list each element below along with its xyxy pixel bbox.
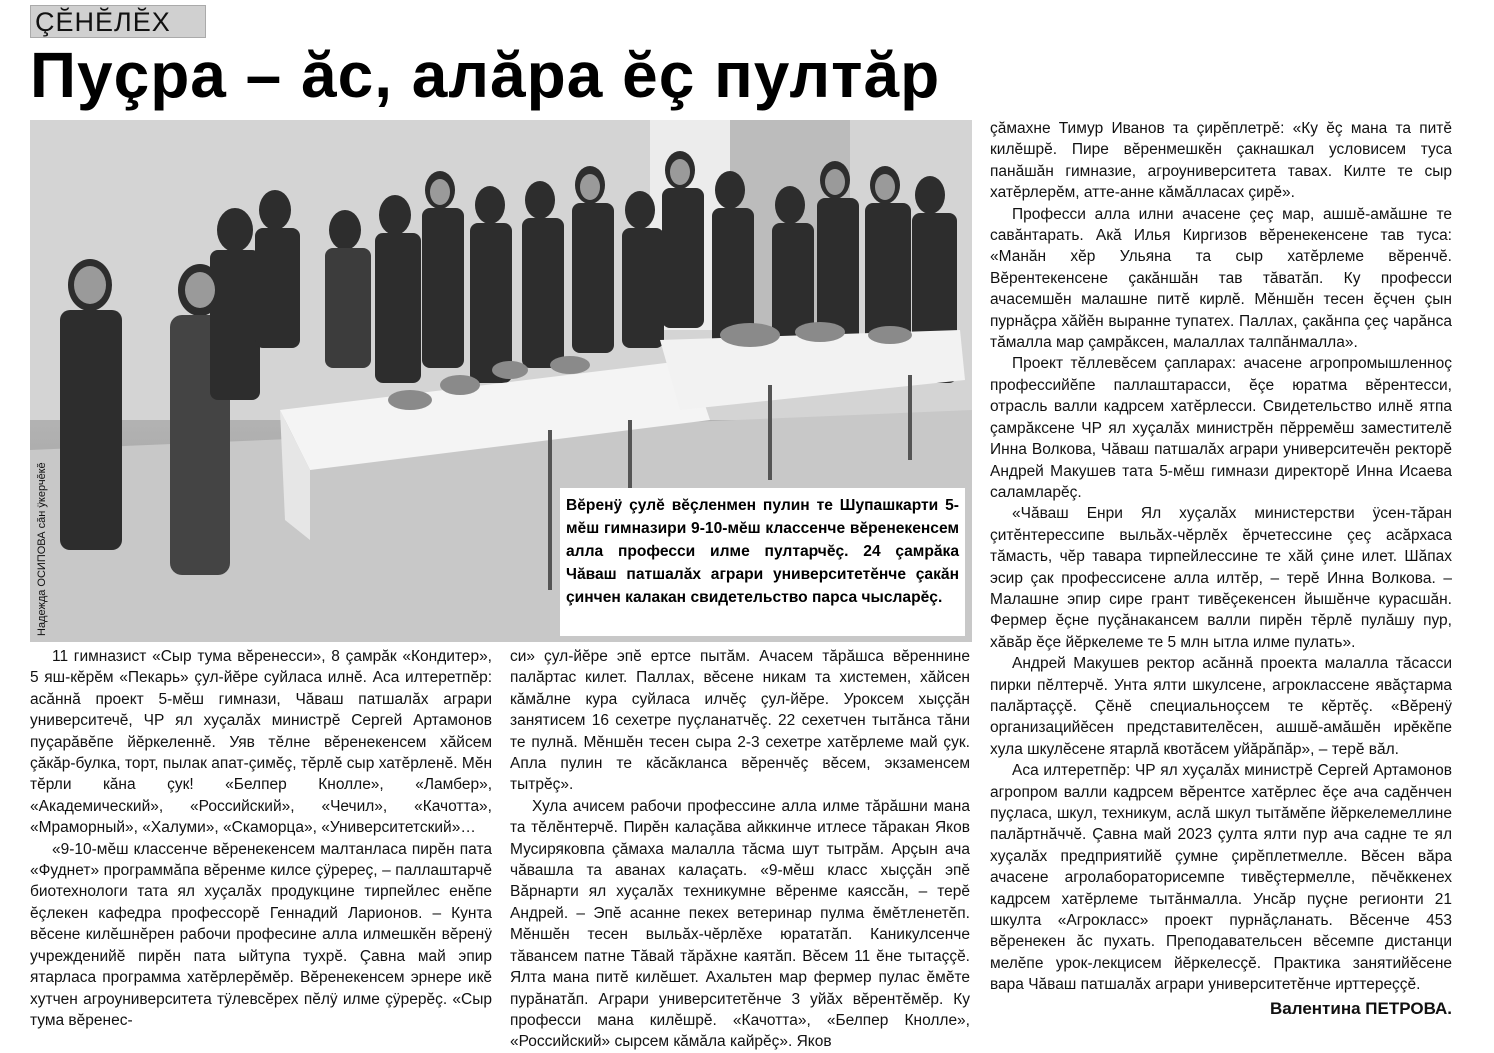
paragraph: Андрей Макушев ректор асăннă проекта малалла тăсасси пирки пĕлтерчĕ. Унта ялти шкулсене, агроклассене явăçтарма палăртаççĕ. Çĕнĕ специальноçсем те кĕртĕç. «Вĕренÿ организацийĕсен представителĕсен, ашшĕ-амăшĕн ирĕкĕпе хула шкулĕсене ятарлă квотăсем уйăрăпăр», – терĕ вăл. bbox=[990, 655, 1452, 758]
paragraph: Аса илтеретпĕр: ЧР ял хуçалăх министрĕ Сергей Артамонов агропром валли кадрсем вĕрентсе хатĕрлес ĕçе ача садĕнчен пуçласа, шкул, техникум, аслă шкул тытăмĕпе йĕркелемеллине палăртнăччĕ. Çавна май 2023 çулта ялти пур ача садне те ял хуçалăх предприятийĕ çумне çирĕплетмелле. Вĕсен вăра ачасене агролабораторисемпе тивĕçтермелле, пĕчĕккенех кадрсем хатĕрлеме тытăнмалла. Унсăр пуçне регионти 21 шкулта «Агрокласс» проект пурнăçланать. Вĕсенче 453 вĕренекен ăс пухать. Преподавательсен вĕсемпе дистанци мелĕпе урок-лекцисем йĕркелесçĕ. Практика занятийĕсене вара Чăваш патшалăх аграри университетĕнче ирттереççĕ. bbox=[990, 762, 1452, 994]
text-column-3 bbox=[990, 118, 1452, 1019]
paragraph: 11 гимназист «Сыр тума вĕренесси», 8 çамрăк «Кондитер», 5 яш-кĕрĕм «Пекарь» çул-йĕре суйласа илнĕ. Аса илтеретпĕр: асăннă проект 5-мĕш гимнази, Чăваш патшалăх аграри университечĕ, ЧР ял хуçалăх министрĕ Сергей Артамонов пуçарăвĕпе йĕркеленнĕ. Уяв тĕлне вĕренекенсем хăйсем çăкăр-булка, торт, пылак апат-çимĕç, тĕрлĕ сыр хатĕрленĕ. Мĕн тĕрли кăна çук! «Белпер Кнолле», «Ламбер», «Академический», «Российский», «Чечил», «Качотта», «Мраморный», «Халуми», «Скаморца», «Университетский»… bbox=[30, 648, 492, 837]
rubric-label: ÇĔНĔЛĔХ bbox=[30, 5, 206, 38]
headline: Пуçра – ăс, алăра ĕç пултăр bbox=[30, 39, 941, 111]
photo-credit: Надежда ОСИПОВА сăн ÿкерчĕкĕ bbox=[36, 462, 48, 636]
paragraph: «9-10-мĕш классенче вĕренекенсем малтанласа пирĕн пата «Фуднет» программăпа вĕренме килсе çÿререç, – паллаштарчĕ биотехнологи тата ял хуçалăх продукцине тирпейлес енĕпе ĕçлекен кафедра профессорĕ Геннадий Ларионов. – Кунта вĕсене килĕшнĕрен рабочи професине алла илмешкĕн вĕренÿ учрежденийĕ пирĕн пата ыйтупа тухрĕ. Çавна май эпир ятарласа программа хатĕрлерĕмĕр. Вĕренекенсем эрнере икĕ хутчен агроуниверситета тÿлевсĕрех пĕлÿ илме çÿрерĕç. «Сыр тума вĕренес- bbox=[30, 840, 492, 1029]
paragraph: «Чăваш Енри Ял хуçалăх министерстви ÿсен-тăран çитĕнтересcипе выльăх-чĕрлĕх ĕрчетессине çеç асăрхаса тăмасть, чĕр тавара тирпейлессине те хăй çине илет. Шăпах эсир çак профессисене алла илтĕр, – терĕ Инна Волкова. – Малашне эпир сире грант тивĕçекенсен йышĕнче курасшăн. Фермер ĕçне пуçăнакансем валли пирĕн тĕрлĕ пулăшу пур, хăвăр ĕçе йĕркелеме те 5 млн ытла илме пулать». bbox=[990, 505, 1452, 651]
text-column-1 bbox=[30, 646, 492, 1031]
paragraph: çăмахне Тимур Иванов та çирĕплетрĕ: «Ку ĕç мана та питĕ килĕшрĕ. Пире вĕренмешкĕн çакнашкал условисем туса панăшăн гимназие, агроуниверситета тавах. Килте те сыр хатĕрлерĕм, атте-анне кăмăлласах çирĕ». bbox=[990, 120, 1452, 202]
text-column-2 bbox=[510, 646, 970, 1053]
paragraph: си» çул-йĕре эпĕ ертсе пытăм. Ачасем тăрăшса вĕреннине палăртас килет. Паллах, вĕсене никам та хистемен, хăйсен кăмăлне кура суйласа илчĕç çул-йĕре. Урокcем хыççăн занятисем 16 сехетре пуçланатчĕç. 22 сехетчен тытăнса тăни те пулнă. Мĕншĕн тесен сыра 2-3 сехетре хатĕрлеме май çук. Апла пулин те кăсăкланса вĕренчĕç вĕсем, экзаменсем тытрĕç». bbox=[510, 648, 970, 794]
lead-paragraph: Вĕренÿ çулĕ вĕçленмен пулин те Шупашкарти 5-мĕш гимназири 9-10-мĕш классенче вĕренекенсем алла професси илме пултарчĕç. 24 çамрăка Чăваш патшалăх аграри университетĕнче çакăн çинчен калакан свидетельство парса чысларĕç. bbox=[560, 488, 965, 636]
paragraph: Професси алла илни ачасене çеç мар, ашшĕ-амăшне те савăнтарать. Акă Илья Киргизов вĕренекенсене тав туса: «Манăн хĕр Ульяна та сыр хатĕрлеме вĕренчĕ. Вĕрентекенсене çакăншăн тав тăватăп. Ку професси ачасемшĕн малашне питĕ кирлĕ. Мĕншĕн тесен ĕçчен çын пурнăçра хăйĕн выранне тупатех. Паллах, çакăнпа çеç чарăнса тăмалла мар çамрăксен, малаллах талпăнмалла». bbox=[990, 205, 1452, 352]
paragraph: Проект тĕллевĕсем çапларах: ачасене агропромышленноç професcийĕпе паллаштарасси, ĕçе юратма вĕрентесси, отрасль валли кадрсем хатĕрлесси. Свидетельство илнĕ ятпа çамрăксене ЧР ял хуçалăх министрĕн пĕрремĕш заместителĕ Инна Волкова, Чăваш патшалăх аграри университечĕн ректорĕ Андрей Макушев тата 5-мĕш гимнази директорĕ Инна Исаева саламларĕç. bbox=[990, 355, 1452, 501]
author-signature: Валентина ПЕТРОВА. bbox=[1270, 998, 1452, 1018]
paragraph: Хула ачисем рабочи професcине алла илме тăрăшни мана та тĕлĕнтерчĕ. Пирĕн калаçăва айккинче итлесе тăракан Яков Мусиряковпа çăмаха малалла тăсма шут тытрăм. Арçын ача чăвашла та аванах калаçать. «9-мĕш класс хыççăн эпĕ Вăрнарти ял хуçалăх техникумне вĕренме каяссăн, – терĕ Андрей. – Эпĕ асанне пекех ветеринар пулма ĕмĕтленетĕп. Мĕншĕн тесен выльăх-чĕрлĕхе юрататăп. Каникулсенче тăвансем патне Тăвай тăрăхне каятăп. Вĕсем 11 ĕне тытаççĕ. Ялта мана питĕ килĕшет. Ахальтен мар фермер пулас ĕмĕте пурăнатăп. Аграри университетĕнче 3 уйăх вĕрентĕмĕр. Ку професси мана килĕшрĕ. «Качотта», «Белпер Кнолле», «Российский» сырсем кăмăла кайрĕç». Яков bbox=[510, 797, 970, 1051]
